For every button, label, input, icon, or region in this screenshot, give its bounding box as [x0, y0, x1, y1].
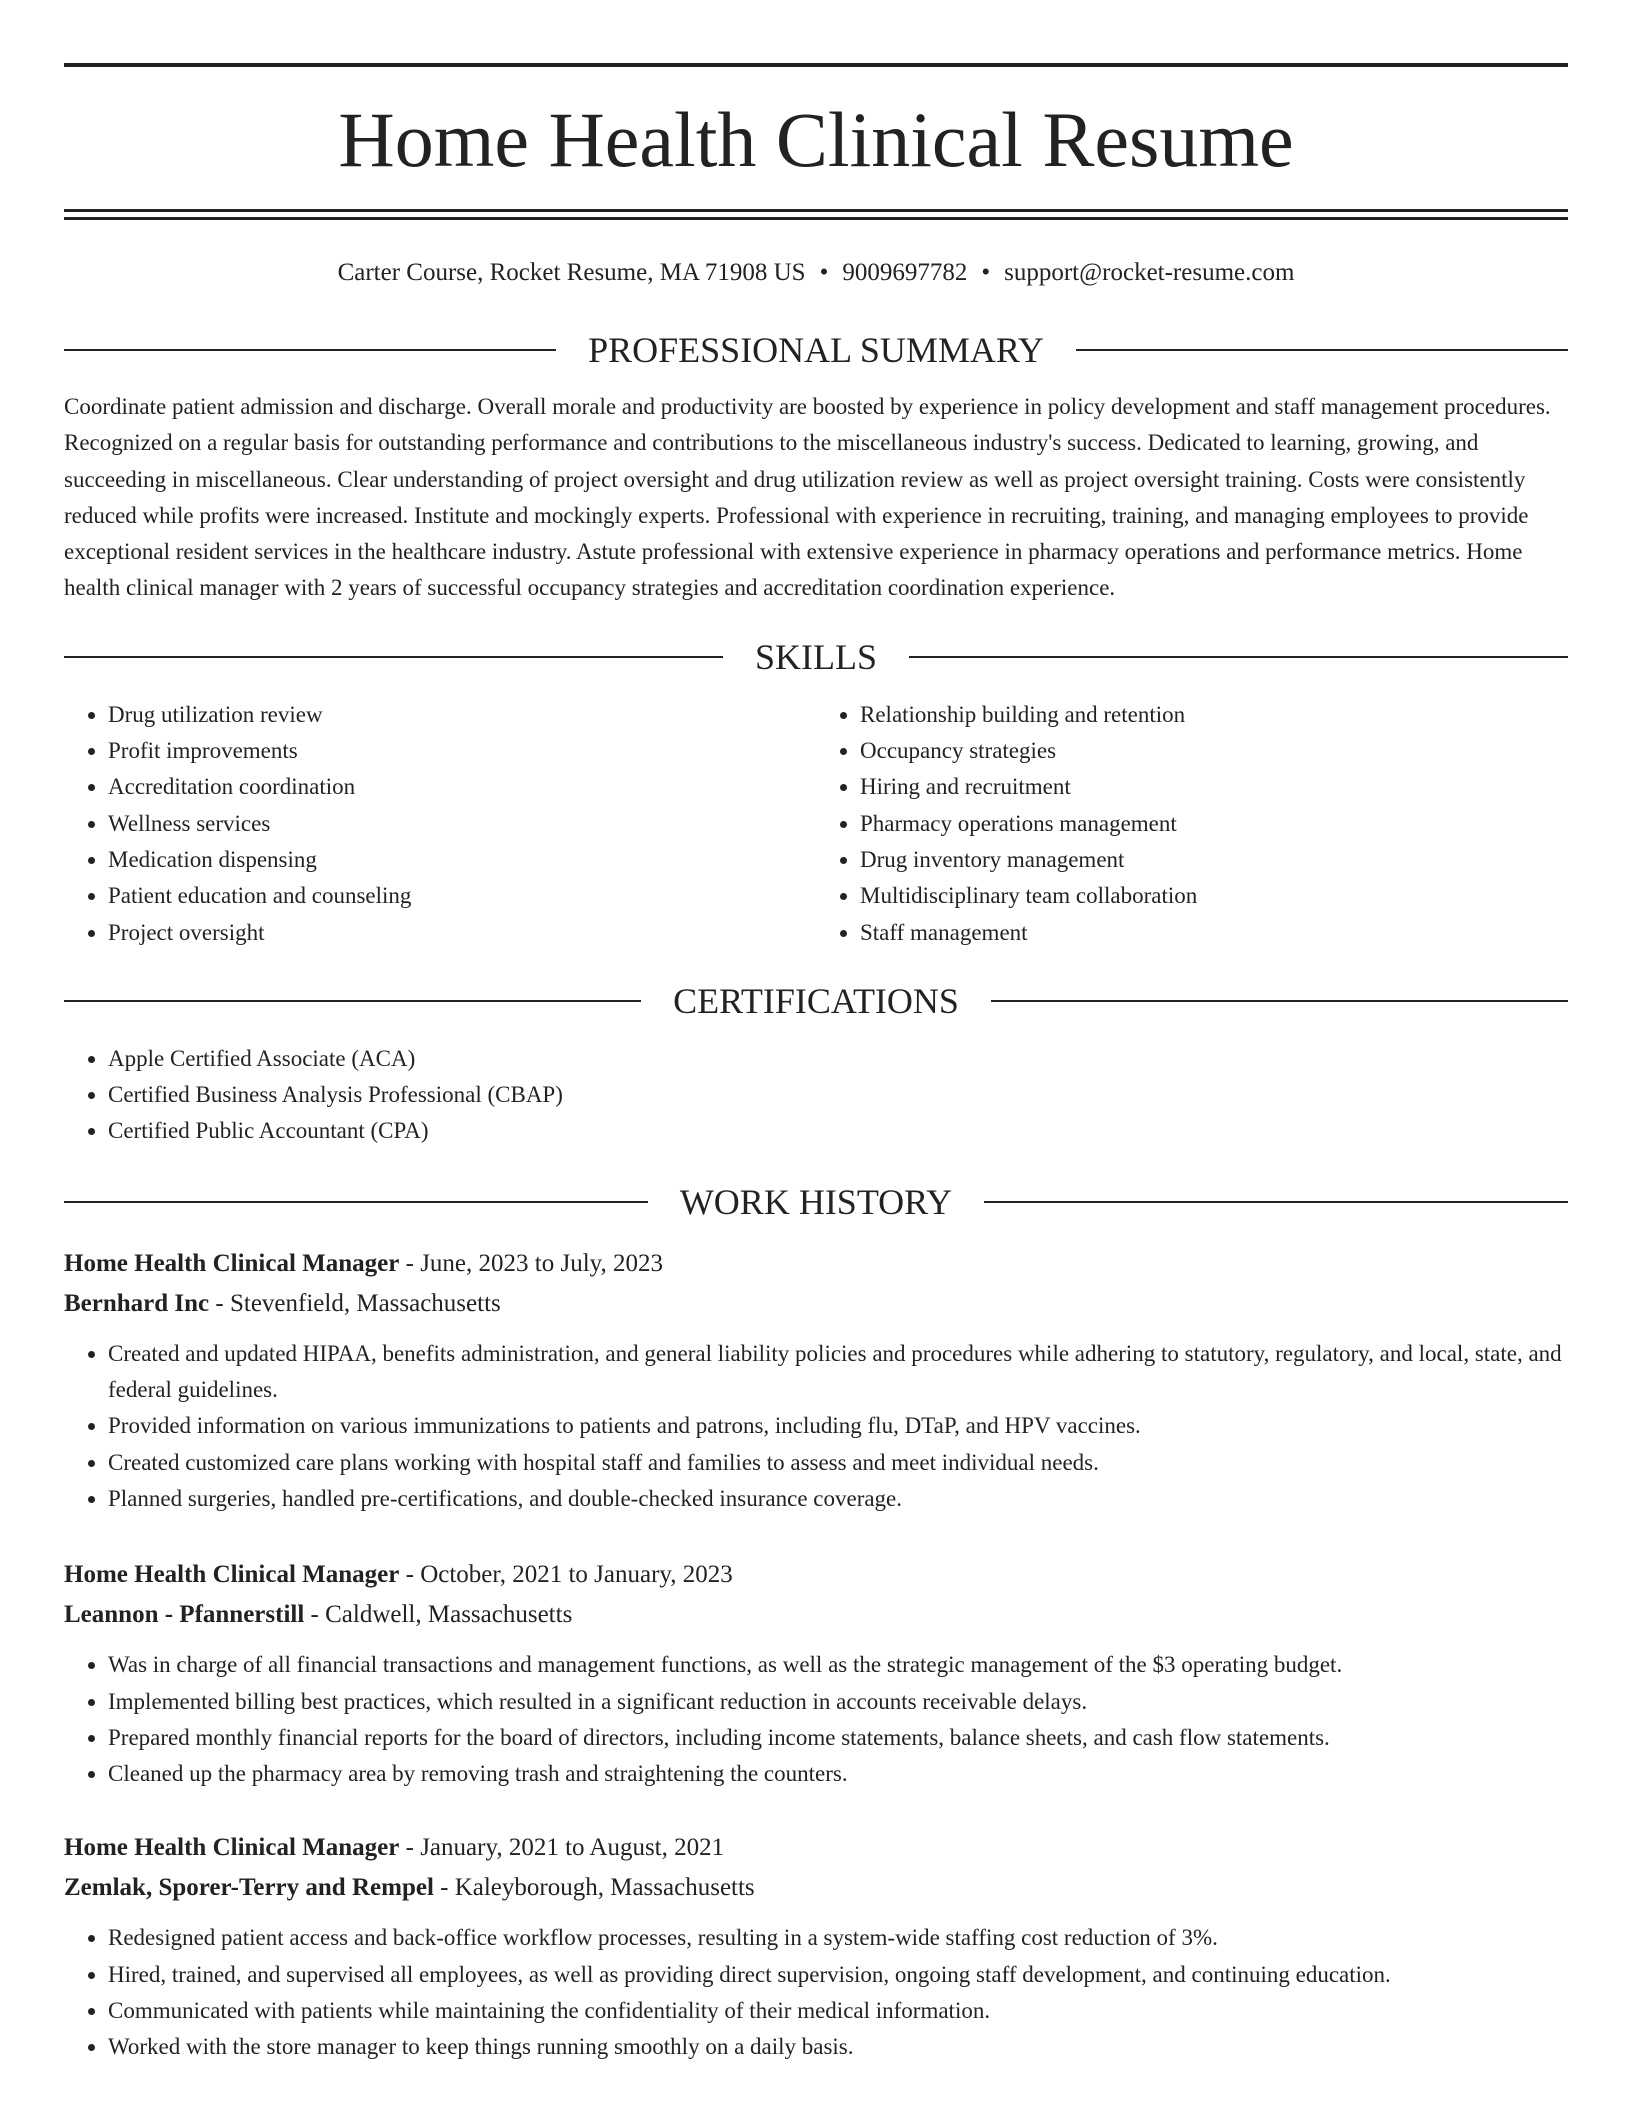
section-rule-left: [64, 1201, 648, 1203]
job-location: - Kaleyborough, Massachusetts: [433, 1874, 755, 1902]
job-duty-item: • Was in charge of all financial transactions and management functions, as well as the strategic management of the $3 operating budget.: [108, 1647, 1568, 1683]
contact-separator: •: [819, 259, 829, 286]
job-company: Bernhard Inc: [64, 1289, 210, 1317]
skill-item: • Hiring and recruitment: [860, 769, 1568, 805]
job-company-line: [64, 1284, 1568, 1324]
summary-section-header: [64, 330, 1568, 370]
job-title-line: [64, 1828, 1568, 1868]
job-duty-item: • Created and updated HIPAA, benefits administration, and general liability policies and procedures while adhering to statutory, regulatory, and local, state, and federal guidelines.: [108, 1336, 1568, 1409]
contact-separator: •: [981, 259, 991, 286]
job-company: Leannon - Pfannerstill: [64, 1601, 305, 1629]
section-rule-right: [1076, 349, 1568, 351]
job-title: Home Health Clinical Manager: [64, 1249, 400, 1277]
job-dates: - January, 2021 to August, 2021: [399, 1834, 725, 1862]
job-duty-item: • Worked with the store manager to keep things running smoothly on a daily basis.: [108, 2029, 1568, 2065]
skills-columns: [64, 697, 1568, 951]
skill-item: • Accreditation coordination: [108, 769, 816, 805]
job-duty-item: • Prepared monthly financial reports for the board of directors, including income statements, balance sheets, and cash flow statements.: [108, 1720, 1568, 1756]
skill-item: • Patient education and counseling: [108, 878, 816, 914]
certification-item: • Apple Certified Associate (ACA): [108, 1041, 1568, 1077]
contact-line: [64, 258, 1568, 288]
job-entry: [64, 1828, 1568, 2065]
job-title-line: [64, 1244, 1568, 1284]
skill-item: • Occupancy strategies: [860, 733, 1568, 769]
certifications-heading: CERTIFICATIONS: [673, 980, 959, 1021]
title-double-rule: [64, 209, 1568, 220]
page-title: Home Health Clinical Resume: [338, 96, 1294, 183]
job-duty-item: • Redesigned patient access and back-office workflow processes, resulting in a system-wide staffing cost reduction of 3%.: [108, 1920, 1568, 1956]
job-duty-item: • Hired, trained, and supervised all employees, as well as providing direct supervision, ongoing staff development, and continuing education.: [108, 1957, 1568, 1993]
summary-heading: PROFESSIONAL SUMMARY: [588, 330, 1044, 370]
contact-email: support@rocket-resume.com: [1004, 259, 1295, 286]
skills-section-header: [64, 637, 1568, 677]
job-duties-list: [64, 1647, 1568, 1792]
skill-item: • Staff management: [860, 915, 1568, 951]
job-dates: - June, 2023 to July, 2023: [399, 1249, 664, 1277]
skills-list-left: [64, 697, 816, 951]
section-rule-right: [991, 1000, 1568, 1002]
job-duty-item: • Provided information on various immunizations to patients and patrons, including flu, DTaP, and HPV vaccines.: [108, 1408, 1568, 1444]
job-location: - Caldwell, Massachusetts: [304, 1601, 573, 1629]
certification-item: • Certified Business Analysis Professional (CBAP): [108, 1077, 1568, 1113]
skills-heading: SKILLS: [755, 636, 878, 677]
job-entry: [64, 1555, 1568, 1792]
job-company-line: [64, 1868, 1568, 1908]
contact-address: Carter Course, Rocket Resume, MA 71908 US: [337, 259, 806, 286]
certifications-list: [64, 1041, 1568, 1150]
job-company-line: [64, 1595, 1568, 1635]
section-rule-right: [984, 1201, 1568, 1203]
skills-list-right: [816, 697, 1568, 951]
job-duties-list: [64, 1336, 1568, 1517]
job-duty-item: • Communicated with patients while maintaining the confidentiality of their medical information.: [108, 1993, 1568, 2029]
job-duty-item: • Planned surgeries, handled pre-certifications, and double-checked insurance coverage.: [108, 1481, 1568, 1517]
summary-text: Coordinate patient admission and discharge. Overall morale and productivity are boosted by experience in policy development and staff management procedures. Recognized on a regular basis for outstanding performance and contributions to the miscellaneous industry's success. Dedicated to learning, growing, and succeeding in miscellaneous. Clear understanding of project oversight and drug utilization review as well as project oversight training. Costs were consistently reduced while profits were increased. Institute and mockingly experts. Professional with experience in recruiting, training, and managing employees to provide exceptional resident services in the healthcare industry. Astute professional with extensive experience in pharmacy operations and performance metrics. Home health clinical manager with 2 years of successful occupancy strategies and accreditation coordination experience.: [64, 394, 1551, 601]
skill-item: • Medication dispensing: [108, 842, 816, 878]
skill-item: • Relationship building and retention: [860, 697, 1568, 733]
skill-item: • Pharmacy operations management: [860, 806, 1568, 842]
skill-item: • Profit improvements: [108, 733, 816, 769]
job-location: - Stevenfield, Massachusetts: [209, 1289, 501, 1317]
work-history-section-header: [64, 1182, 1568, 1222]
job-dates: - October, 2021 to January, 2023: [399, 1561, 733, 1589]
job-duty-item: • Implemented billing best practices, which resulted in a significant reduction in accounts receivable delays.: [108, 1684, 1568, 1720]
job-title-line: [64, 1555, 1568, 1595]
section-rule-left: [64, 349, 556, 351]
skill-item: • Multidisciplinary team collaboration: [860, 878, 1568, 914]
job-company: Zemlak, Sporer-Terry and Rempel: [64, 1874, 434, 1902]
work-history-jobs: [64, 1244, 1568, 2066]
job-duty-item: • Cleaned up the pharmacy area by removing trash and straightening the counters.: [108, 1756, 1568, 1792]
section-rule-right: [909, 656, 1568, 658]
section-rule-left: [64, 656, 723, 658]
skill-item: • Drug inventory management: [860, 842, 1568, 878]
job-entry: [64, 1244, 1568, 1517]
work-history-heading: WORK HISTORY: [679, 1181, 953, 1222]
skill-item: • Wellness services: [108, 806, 816, 842]
job-title: Home Health Clinical Manager: [64, 1834, 400, 1862]
job-title: Home Health Clinical Manager: [64, 1561, 400, 1589]
skill-item: • Drug utilization review: [108, 697, 816, 733]
job-duties-list: [64, 1920, 1568, 2065]
certifications-section-header: [64, 981, 1568, 1021]
contact-phone: 9009697782: [842, 259, 968, 286]
section-rule-left: [64, 1000, 641, 1002]
certification-item: • Certified Public Accountant (CPA): [108, 1113, 1568, 1149]
job-duty-item: • Created customized care plans working with hospital staff and families to assess and meet individual needs.: [108, 1445, 1568, 1481]
top-rule: [64, 63, 1568, 67]
skill-item: • Project oversight: [108, 915, 816, 951]
